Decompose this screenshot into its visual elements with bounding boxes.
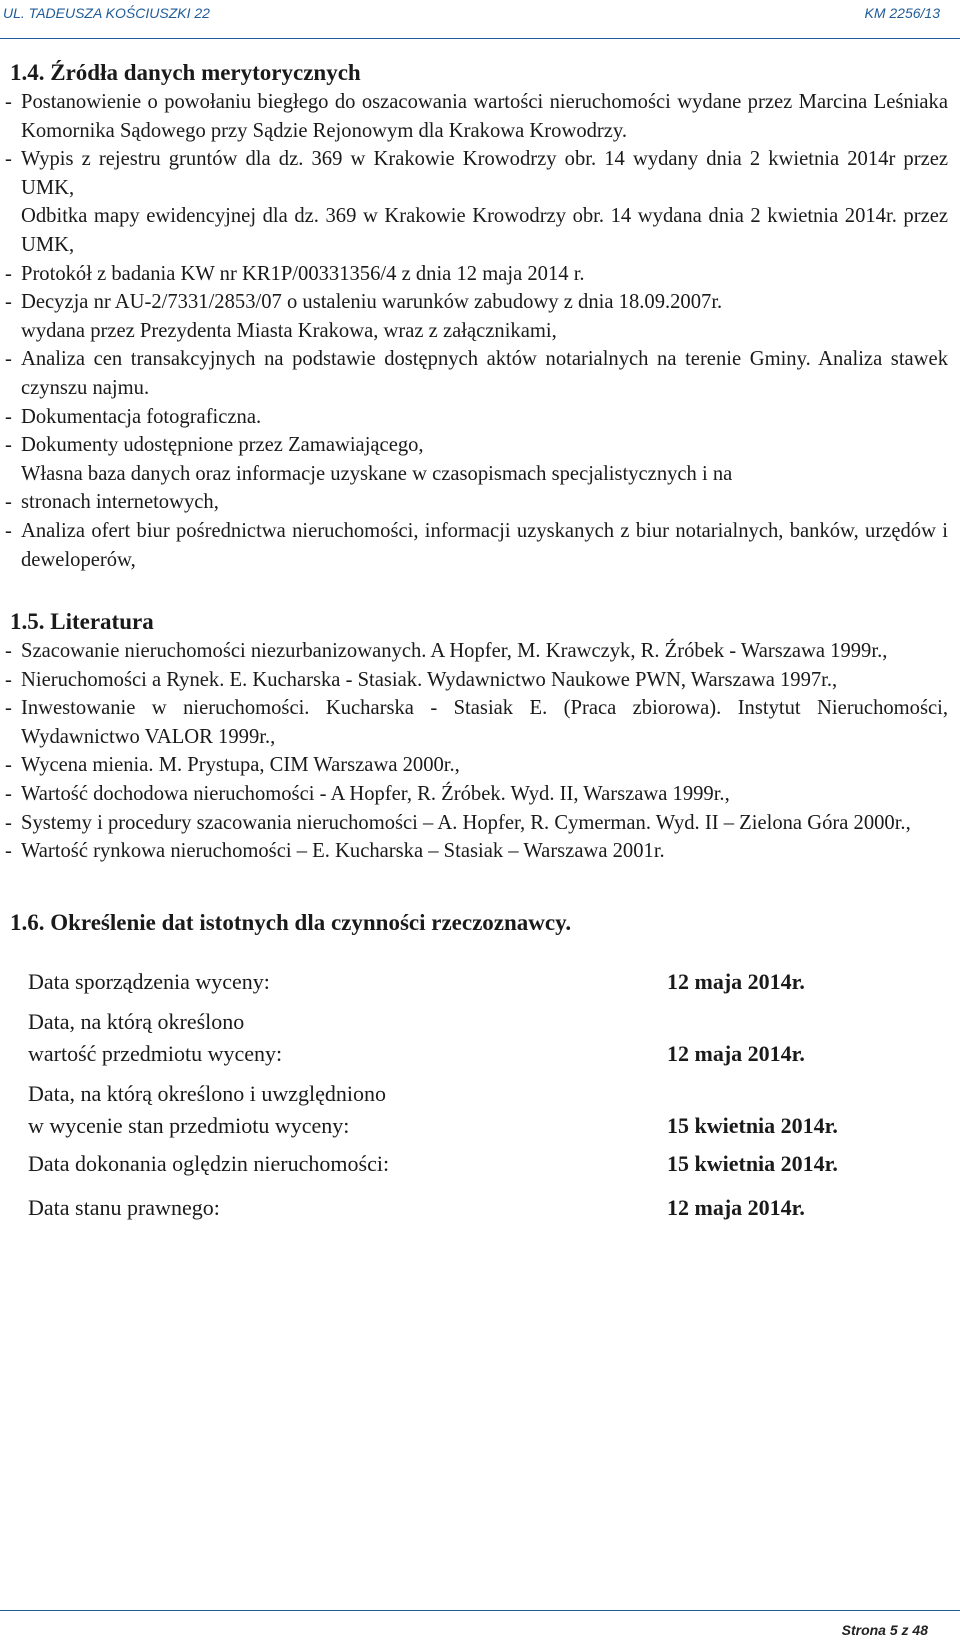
list-dash: -	[5, 754, 12, 777]
literature-item-text: Systemy i procedury szacowania nieruchomości – A. Hopfer, R. Cymerman. Wyd. II – Zielona Góra 2000r.,	[21, 811, 911, 834]
key-date-value: 12 maja 2014r.	[667, 1194, 805, 1220]
key-date-row	[28, 1006, 928, 1070]
source-item	[5, 517, 953, 574]
list-dash: -	[5, 434, 12, 457]
source-item	[5, 288, 953, 317]
source-item	[5, 488, 953, 517]
list-dash: -	[5, 697, 12, 720]
list-dash: -	[5, 91, 12, 113]
list-dash: -	[5, 405, 12, 428]
source-item-text: Protokół z badania KW nr KR1P/00331356/4 z dnia 12 maja 2014 r.	[21, 262, 585, 285]
section-1-5-heading: 1.5. Literatura	[10, 609, 154, 635]
page-footer	[0, 1610, 960, 1644]
key-date-label-line: Data sporządzenia wyceny:	[28, 968, 270, 994]
key-date-label-line: w wycenie stan przedmiotu wyceny:	[28, 1112, 350, 1138]
key-date-value: 15 kwietnia 2014r.	[667, 1150, 838, 1176]
literature-item	[5, 780, 953, 809]
source-item-text: Analiza ofert biur pośrednictwa nieruchomości, informacji uzyskanych z biur notarialnych, banków, urzędów i deweloperów,	[21, 519, 948, 571]
source-item-text: Decyzja nr AU-2/7331/2853/07 o ustaleniu warunków zabudowy z dnia 18.09.2007r.	[21, 291, 723, 314]
key-date-row	[28, 966, 928, 998]
literature-item-text: Nieruchomości a Rynek. E. Kucharska - Stasiak. Wydawnictwo Naukowe PWN, Warszawa 1997r.,	[21, 668, 838, 691]
source-item	[5, 403, 953, 432]
literature-item	[5, 837, 953, 866]
key-date-value: 15 kwietnia 2014r.	[667, 1112, 838, 1138]
key-date-label	[28, 966, 667, 998]
source-item	[5, 202, 953, 259]
key-date-label	[28, 1148, 667, 1180]
key-date-row	[28, 1192, 928, 1224]
source-item-text: wydana przez Prezydenta Miasta Krakowa, wraz z załącznikami,	[21, 319, 557, 342]
section-1-4-list	[5, 88, 953, 574]
source-item-text: Analiza cen transakcyjnych na podstawie dostępnych aktów notarialnych na terenie Gminy. Analiza stawek czynszu najmu.	[21, 348, 948, 399]
key-date-row	[28, 1148, 928, 1180]
key-date-label-line: Data, na którą określono i uwzględniono	[28, 1080, 387, 1106]
source-item	[5, 88, 953, 145]
list-dash: -	[5, 640, 12, 663]
literature-item	[5, 637, 953, 666]
list-dash: -	[5, 668, 12, 691]
page-header	[0, 0, 960, 39]
list-dash: -	[5, 840, 12, 863]
literature-item-text: Wartość rynkowa nieruchomości – E. Kucharska – Stasiak – Warszawa 2001r.	[21, 840, 665, 863]
literature-item-text: Wycena mienia. M. Prystupa, CIM Warszawa 2000r.,	[21, 754, 460, 777]
literature-item-text: Szacowanie nieruchomości niezurbanizowanych. A Hopfer, M. Krawczyk, R. Źróbek - Warszawa 1999r.,	[21, 640, 888, 663]
source-item-text: Wypis z rejestru gruntów dla dz. 369 w Krakowie Krowodrzy obr. 14 wydany dnia 2 kwietnia 2014r przez UMK,	[21, 148, 948, 199]
literature-item	[5, 809, 953, 838]
page-number: Strona 5 z 48	[841, 1622, 928, 1638]
literature-item	[5, 751, 953, 780]
list-dash: -	[5, 519, 12, 542]
source-item-text: stronach internetowych,	[21, 491, 219, 514]
source-item	[5, 260, 953, 289]
source-item-text: Własna baza danych oraz informacje uzyskane w czasopismach specjalistycznych i na	[21, 462, 733, 485]
key-date-label-line: wartość przedmiotu wyceny:	[28, 1040, 283, 1066]
source-item	[5, 460, 953, 489]
list-dash: -	[5, 291, 12, 314]
document-body	[5, 58, 953, 1224]
list-dash: -	[5, 811, 12, 834]
literature-item	[5, 694, 953, 751]
key-date-value: 12 maja 2014r.	[667, 1040, 805, 1066]
section-1-6-heading: 1.6. Określenie dat istotnych dla czynności rzeczoznawcy.	[10, 909, 572, 935]
key-date-value: 12 maja 2014r.	[667, 968, 805, 994]
source-item	[5, 345, 953, 402]
key-date-label-line: Data stanu prawnego:	[28, 1194, 220, 1220]
literature-item-text: Inwestowanie w nieruchomości. Kucharska - Stasiak E. (Praca zbiorowa). Instytut Nieruchomości, Wydawnictwo VALOR 1999r.,	[21, 697, 948, 748]
header-case-number: KM 2256/13	[864, 5, 940, 21]
source-item-text: Postanowienie o powołaniu biegłego do oszacowania wartości nieruchomości wydane przez Marcina Leśniaka Komornika Sądowego przy Sądzie Rejonowym dla Krakowa Krowodrzy.	[21, 91, 948, 142]
key-date-label	[28, 1192, 667, 1224]
source-item	[5, 145, 953, 202]
list-dash: -	[5, 491, 12, 514]
key-date-label	[28, 1078, 667, 1142]
list-dash: -	[5, 348, 12, 371]
list-dash: -	[5, 148, 12, 171]
literature-item-text: Wartość dochodowa nieruchomości - A Hopfer, R. Źróbek. Wyd. II, Warszawa 1999r.,	[21, 783, 730, 806]
key-date-label-line: Data dokonania oględzin nieruchomości:	[28, 1150, 390, 1176]
key-date-label	[28, 1006, 667, 1070]
source-item-text: Odbitka mapy ewidencyjnej dla dz. 369 w Krakowie Krowodrzy obr. 14 wydana dnia 2 kwietnia 2014r. przez UMK,	[21, 205, 948, 256]
source-item-text: Dokumentacja fotograficzna.	[21, 405, 262, 428]
source-item	[5, 431, 953, 460]
source-item	[5, 317, 953, 346]
key-date-label-line: Data, na którą określono	[28, 1008, 245, 1034]
source-item-text: Dokumenty udostępnione przez Zamawiającego,	[21, 434, 424, 457]
literature-item	[5, 666, 953, 695]
section-1-4-heading: 1.4. Źródła danych merytorycznych	[10, 60, 361, 85]
list-dash: -	[5, 262, 12, 285]
header-address: UL. TADEUSZA KOŚCIUSZKI 22	[3, 5, 210, 21]
key-dates-table	[28, 966, 928, 1224]
list-dash: -	[5, 783, 12, 806]
key-date-row	[28, 1078, 928, 1142]
section-1-5-list	[5, 637, 953, 866]
